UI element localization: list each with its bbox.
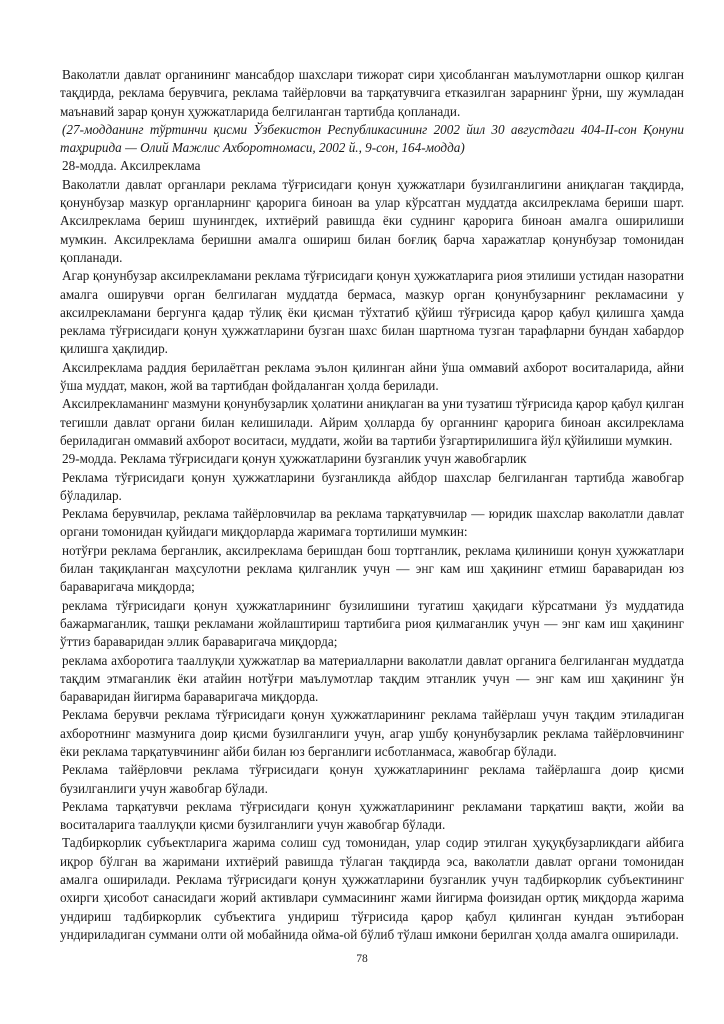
amendment-note: (27-модданинг тўртинчи қисми Ўзбекистон Республикасининг 2002 йил 30 августдаги 404-II-сон Қонуни таҳририда — Олий Мажлис Ахборотномаси, 2002 й., 9-сон, 164-модда) (60, 121, 684, 156)
paragraph: Реклама берувчилар, реклама тайёрловчилар ва реклама тарқатувчилар — юридик шахслар ваколатли давлат органи томонидан қуйидаги миқдорларда жаримага тортилиши мумкин: (60, 506, 684, 540)
paragraph: Тадбиркорлик субъектларига жарима солиш суд томонидан, улар содир этилган ҳуқуқбузарликдаги айбига иқрор бўлган ва жаримани ихтиёрий равишда тўлаган тақдирда эса, ваколатли давлат органи томонидан амалга оширилади. Реклама тўғрисидаги қонун ҳужжатларини бузганлик учун тадбиркорлик субъектининг охирги ҳисобот санасидаги жорий активлари суммасининг жами йигирма фоизидан ортиқ миқдорда жарима ундириш тадбиркорлик субъектига ундириш тўғрисида қарор қабул қилинган кундан эътиборан ундириладиган суммани олти ой мобайнида ойма-ой бўлиб тўлаш имкони берилган ҳолда амалга оширилади. (60, 835, 684, 942)
paragraph: Ваколатли давлат органлари реклама тўғрисидаги қонун ҳужжатлари бузилганлигини аниқлаган тақдирда, қонунбузар мазкур органларнинг қарорига биноан ва улар кўрсатган муддатда аксилреклама бериши шарт. Аксилреклама бериш шунингдек, ихтиёрий равишда ёки суднинг қарорига биноан амалга оширилиши мумкин. Аксилреклама беришни амалга ошириш билан боғлиқ барча харажатлар қонунбузар томонидан қопланади. (60, 176, 684, 265)
paragraph: Аксилреклама раддия берилаётган реклама эълон қилинган айни ўша оммавий ахборот воситаларида, айни ўша муддат, макон, жой ва тартибдан фойдаланган ҳолда берилади. (60, 359, 684, 394)
article-heading: 28-модда. Аксилреклама (62, 158, 201, 174)
page-number: 78 (356, 953, 368, 965)
paragraph: Реклама тўғрисидаги қонун ҳужжатларини бузганликда айбдор шахслар белгиланган тартибда жавобгар бўладилар. (60, 469, 684, 503)
list-item: реклама ахборотига тааллуқли ҳужжатлар ва материалларни ваколатли давлат органига белгиланган муддатда тақдим этмаганлик ёки атайин нотўғри маълумотлар тақдим этганлик учун — энг кам иш ҳақининг ўн бараваридан йигирма бараваригача миқдорда. (60, 652, 684, 705)
list-item: нотўғри реклама берганлик, аксилреклама беришдан бош тортганлик, реклама қилиниши қонун ҳужжатлари билан тақиқланган маҳсулотни реклама қилганлик учун — энг кам иш ҳақининг етмиш бараваридан юз бараваригача миқдорда; (60, 542, 684, 595)
paragraph: Агар қонунбузар аксилрекламани реклама тўғрисидаги қонун ҳужжатларига риоя этилиши устидан назоратни амалга оширувчи орган белгилаган муддатда бермаса, мазкур орган қонунбузарнинг рекламасини у аксилрекламани бергунга қадар тўлиқ ёки қисман тўхтатиб қўйиш тўғрисида қарор қабул қилишга ҳамда реклама тўғрисидаги қонун ҳужжатларини бузган шахс билан шартнома тузган тарафларни бундан хабардор қилишга ҳақлидир. (60, 268, 684, 357)
list-item: реклама тўғрисидаги қонун ҳужжатларининг бузилишини тугатиш ҳақидаги кўрсатмани ўз муддатида бажармаганлик, ташқи рекламани жойлаштириш тартибига риоя қилмаганлик учун — энг кам иш ҳақининг ўттиз бараваридан эллик бараваригача миқдорда; (60, 597, 684, 650)
paragraph: Ваколатли давлат органининг мансабдор шахслари тижорат сири ҳисобланган маълумотларни ошкор қилган тақдирда, реклама берувчига, реклама тайёрловчи ва тарқатувчига етказилган зарарнинг ўрни, шу жумладан маънавий зарар қонун ҳужжатларида белгиланган тартибда қопланади. (60, 67, 684, 119)
article-heading: 29-модда. Реклама тўғрисидаги қонун ҳужжатларини бузганлик учун жавобгарлик (62, 451, 527, 467)
paragraph: Реклама берувчи реклама тўғрисидаги қонун ҳужжатларининг реклама тайёрлаш учун тақдим этиладиган ахборотнинг мазмунига доир қисми бузилганлиги учун, агар ушбу қонунбузарлик реклама тайёрловчининг ёки реклама тарқатувчининг айби билан юз берганлиги исботланмаса, жавобгар бўлади. (60, 707, 684, 759)
paragraph: Реклама тайёрловчи реклама тўғрисидаги қонун ҳужжатларининг реклама тайёрлашга доир қисми бузилганлиги учун жавобгар бўлади. (60, 762, 684, 796)
paragraph: Реклама тарқатувчи реклама тўғрисидаги қонун ҳужжатларининг рекламани тарқатиш вақти, жойи ва воситаларига тааллуқли қисми бузилганлиги учун жавобгар бўлади. (60, 798, 684, 833)
paragraph: Аксилрекламанинг мазмуни қонунбузарлик ҳолатини аниқлаган ва уни тузатиш тўғрисида қарор қабул қилган тегишли давлат органи билан келишилади. Айрим ҳолларда бу органнинг қарорига биноан аксилреклама бериладиган оммавий ахборот воситаси, муддати, жойи ва тартиби ўзгартирилишига йўл қўйилиши мумкин. (60, 396, 684, 448)
document-page (60, 66, 684, 944)
